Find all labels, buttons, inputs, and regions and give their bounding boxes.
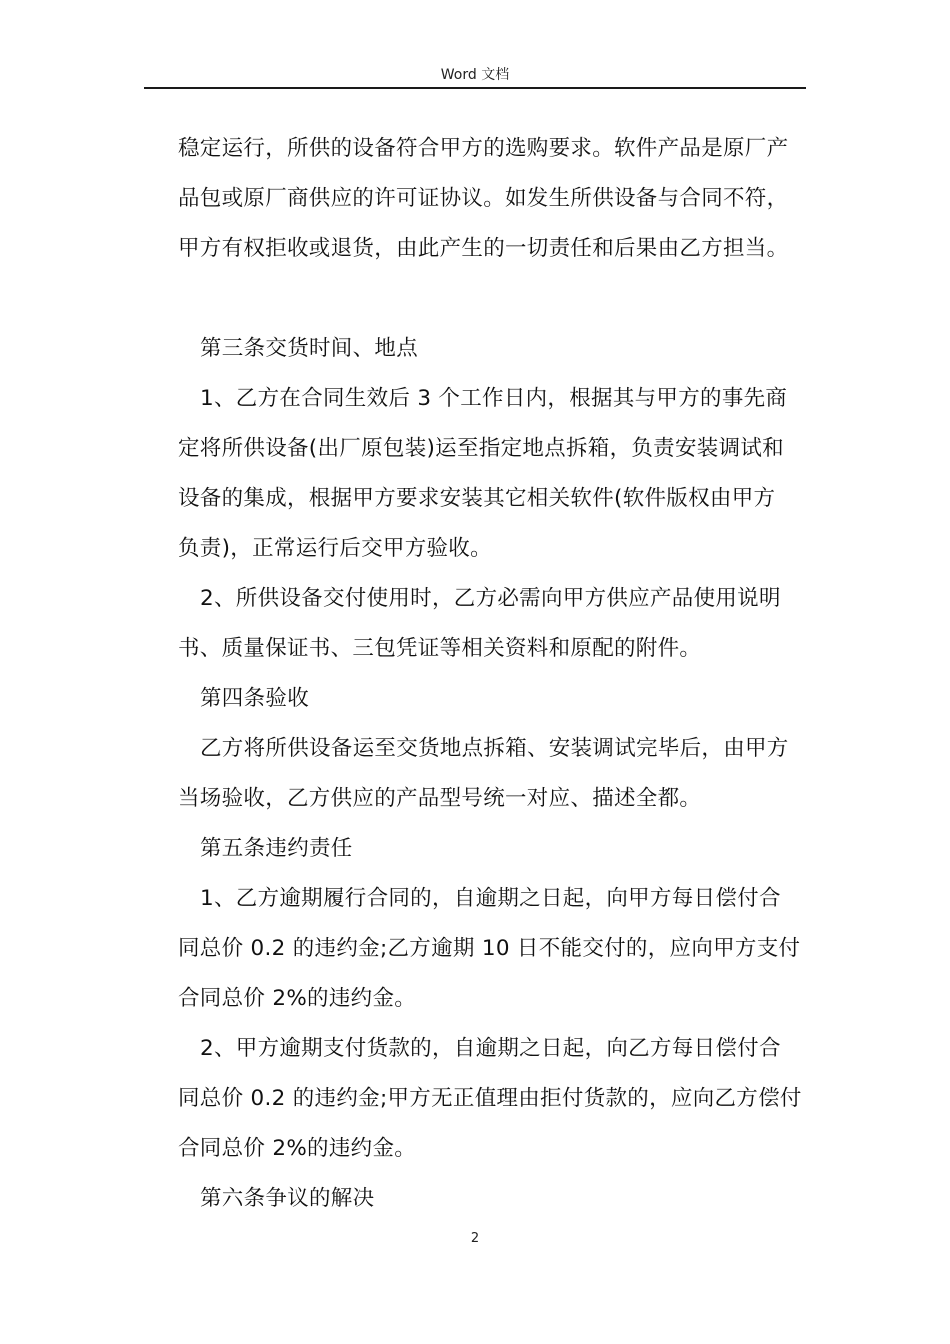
paragraph-line: 同总价 0.2 的违约金;甲方无正值理由拒付货款的，应向乙方偿付 [178, 1086, 802, 1111]
paragraph-line: 负责)，正常运行后交甲方验收。 [178, 536, 492, 561]
header-title: Word 文档 [440, 67, 510, 83]
paragraph-line: 定将所供设备(出厂原包装)运至指定地点拆箱，负责安装调试和 [178, 436, 784, 461]
document-body [178, 124, 808, 1224]
page-number: 2 [470, 1231, 480, 1246]
header-divider [144, 87, 806, 89]
paragraph-line: 书、质量保证书、三包凭证等相关资料和原配的附件。 [178, 636, 702, 661]
paragraph-line: 同总价 0.2 的违约金;乙方逾期 10 日不能交付的，应向甲方支付 [178, 936, 801, 961]
paragraph-line: 稳定运行，所供的设备符合甲方的选购要求。软件产品是原厂产 [178, 136, 789, 161]
paragraph-line: 当场验收，乙方供应的产品型号统一对应、描述全都。 [178, 786, 702, 811]
paragraph-line: 2、所供设备交付使用时，乙方必需向甲方供应产品使用说明 [200, 586, 781, 611]
paragraph-line: 1、乙方在合同生效后 3 个工作日内，根据其与甲方的事先商 [200, 386, 788, 411]
paragraph-line: 乙方将所供设备运至交货地点拆箱、安装调试完毕后，由甲方 [200, 736, 789, 761]
paragraph-line: 合同总价 2%的违约金。 [178, 1136, 417, 1161]
section-heading: 第三条交货时间、地点 [200, 336, 419, 361]
paragraph-gap [178, 274, 808, 324]
paragraph-line: 甲方有权拒收或退货，由此产生的一切责任和后果由乙方担当。 [178, 236, 789, 261]
paragraph-line: 1、乙方逾期履行合同的，自逾期之日起，向甲方每日偿付合 [200, 886, 781, 911]
section-heading: 第五条违约责任 [200, 836, 353, 861]
section-heading: 第六条争议的解决 [200, 1186, 375, 1211]
section-heading: 第四条验收 [200, 686, 310, 711]
paragraph-line: 合同总价 2%的违约金。 [178, 986, 417, 1011]
paragraph-line: 2、甲方逾期支付货款的，自逾期之日起，向乙方每日偿付合 [200, 1036, 781, 1061]
paragraph-line: 品包或原厂商供应的许可证协议。如发生所供设备与合同不符， [178, 186, 789, 211]
paragraph-line: 设备的集成，根据甲方要求安装其它相关软件(软件版权由甲方 [178, 486, 776, 511]
